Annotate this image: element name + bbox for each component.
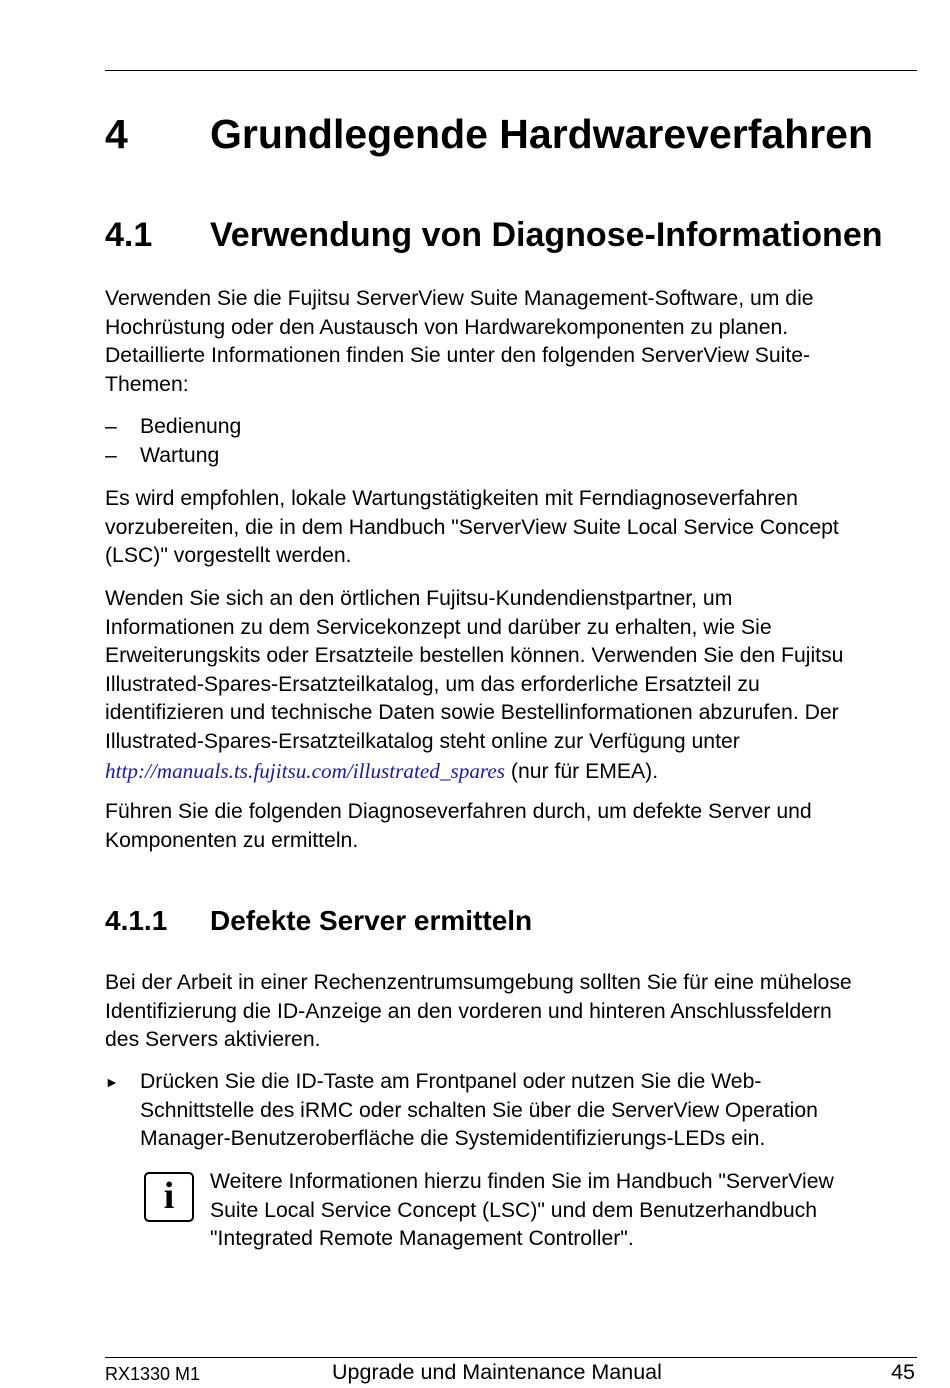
step-arrow-icon: ► bbox=[105, 1074, 119, 1090]
list-item-label: Bedienung bbox=[140, 415, 242, 438]
footer-model: RX1330 M1 bbox=[105, 1364, 201, 1384]
footer-rule bbox=[105, 1357, 917, 1358]
dash-marker: – bbox=[105, 415, 117, 438]
section-title: Verwendung von Diagnose-Informationen bbox=[210, 216, 883, 254]
step-text: Drücken Sie die ID-Taste am Frontpanel oder nutzen Sie die Web- Schnittstelle des iRMC oder schalten Sie über die ServerView Operation Manager-Benutzeroberfläche die Systemidentifizierungs-LEDs ein. bbox=[140, 1070, 818, 1151]
info-icon: i bbox=[144, 1172, 194, 1222]
chapter-number: 4 bbox=[105, 111, 128, 157]
recommendation-paragraph: Es wird empfohlen, lokale Wartungstätigkeiten mit Ferndiagnoseverfahren vorzubereiten, die in dem Handbuch "ServerView Suite Local Service Concept (LSC)" vorgestellt werden. bbox=[105, 487, 839, 568]
link-suffix: (nur für EMEA). bbox=[505, 759, 659, 783]
diagnose-paragraph: Führen Sie die folgenden Diagnoseverfahren durch, um defekte Server und Komponenten zu ermitteln. bbox=[105, 800, 812, 852]
subsection-number: 4.1.1 bbox=[105, 905, 168, 936]
intro-paragraph: Verwenden Sie die Fujitsu ServerView Suite Management-Software, um die Hochrüstung oder den Austausch von Hardwarekomponenten zu planen. Detaillierte Informationen finden Sie unter den folgenden ServerView Suite- Themen: bbox=[105, 287, 814, 396]
list-item bbox=[105, 413, 241, 442]
list-item bbox=[105, 442, 241, 471]
page-number: 45 bbox=[891, 1360, 915, 1384]
dash-marker: – bbox=[105, 443, 117, 467]
subsection-title: Defekte Server ermitteln bbox=[210, 905, 533, 936]
illustrated-spares-link[interactable]: http://manuals.ts.fujitsu.com/illustrated_spares bbox=[105, 758, 506, 783]
topics-list bbox=[105, 413, 241, 470]
chapter-title: Grundlegende Hardwareverfahren bbox=[210, 111, 874, 157]
info-note: Weitere Informationen hierzu finden Sie im Handbuch "ServerView Suite Local Service Concept (LSC)" und dem Benutzerhandbuch "Integrated Remote Management Controller". bbox=[210, 1170, 834, 1251]
service-partner-paragraph: Wenden Sie sich an den örtlichen Fujitsu-Kundendienstpartner, um Informationen zu dem Servicekonzept und darüber zu erhalten, wie Sie Erweiterungskits oder Ersatzteile bestellen können. Verwenden Sie den Fujitsu Illustrated-Spares-Ersatzteilkatalog, um das erforderliche Ersatzteil zu identifizieren und technische Daten sowie Bestellinformationen abzurufen. Der Illustrated-Spares-Ersatzteilkatalog steht online zur Verfügung unter http://manuals.ts.fujitsu.com/illustrated_spares (nur für EMEA). bbox=[105, 587, 844, 783]
section-number: 4.1 bbox=[105, 216, 153, 254]
list-item-label: Wartung bbox=[140, 443, 220, 467]
footer-manual-title: Upgrade und Maintenance Manual bbox=[332, 1360, 662, 1384]
header-rule bbox=[105, 70, 917, 71]
datacenter-paragraph: Bei der Arbeit in einer Rechenzentrumsumgebung sollten Sie für eine mühelose Identifizierung die ID-Anzeige an den vorderen und hinteren Anschlussfeldern des Servers aktivieren. bbox=[105, 971, 852, 1052]
page-footer bbox=[105, 1360, 917, 1388]
